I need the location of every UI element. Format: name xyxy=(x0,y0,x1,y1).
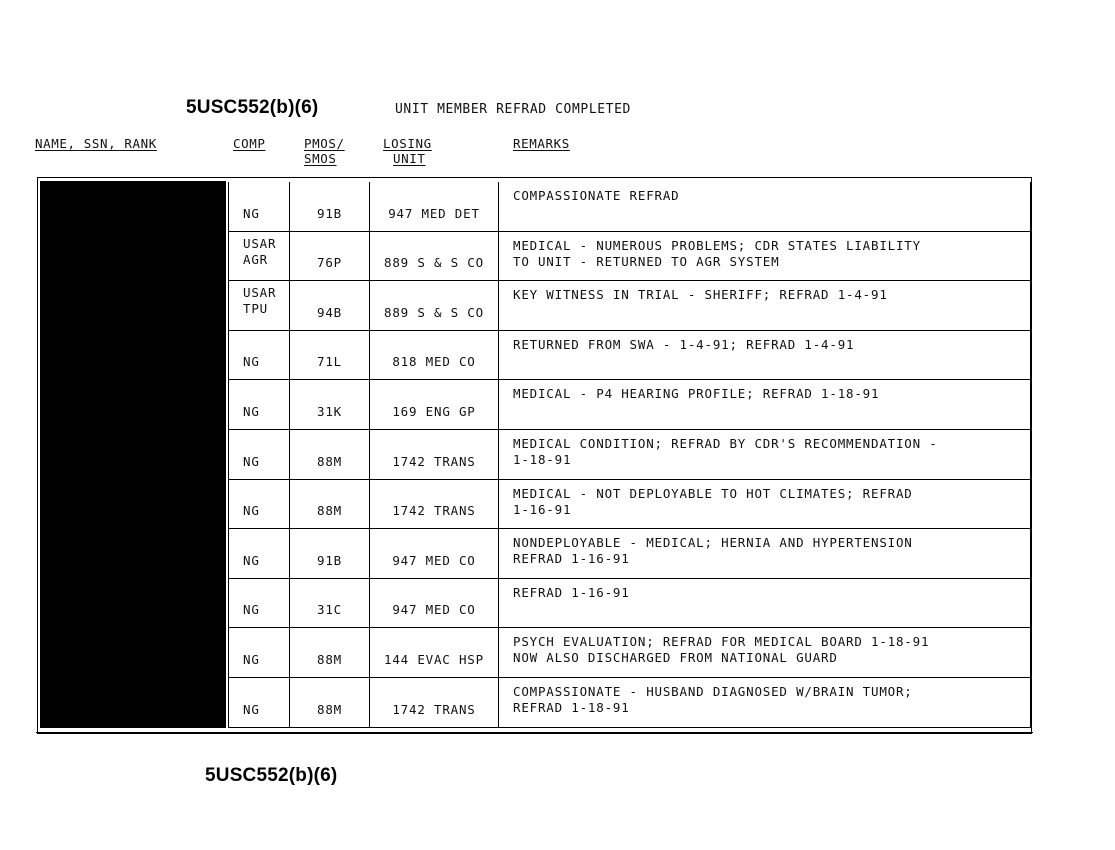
header-pmos-line2: SMOS xyxy=(304,151,337,166)
cell-comp xyxy=(228,430,289,479)
comp-line1: NG xyxy=(243,403,260,419)
comp-line2: TPU xyxy=(243,301,268,317)
comp-line1: NG xyxy=(243,205,260,221)
cell-comp xyxy=(228,628,289,677)
table-row xyxy=(228,579,1031,629)
cell-pmos: 88M xyxy=(289,430,369,479)
cell-pmos: 31K xyxy=(289,380,369,429)
cell-pmos: 94B xyxy=(289,281,369,330)
cell-pmos: 88M xyxy=(289,678,369,727)
cell-losing-unit: 144 EVAC HSP xyxy=(369,628,498,677)
comp-line1: USAR xyxy=(243,285,277,301)
cell-losing-unit: 1742 TRANS xyxy=(369,430,498,479)
table-row xyxy=(228,628,1031,678)
records-table-body xyxy=(228,182,1031,728)
cell-comp xyxy=(228,232,289,281)
cell-losing-unit: 818 MED CO xyxy=(369,331,498,380)
cell-losing-unit: 169 ENG GP xyxy=(369,380,498,429)
cell-remarks: NONDEPLOYABLE - MEDICAL; HERNIA AND HYPERTENSION REFRAD 1-16-91 xyxy=(498,529,1031,578)
header-pmos-line1: PMOS/ xyxy=(304,136,345,151)
table-row xyxy=(228,529,1031,579)
cell-remarks: PSYCH EVALUATION; REFRAD FOR MEDICAL BOARD 1-18-91 NOW ALSO DISCHARGED FROM NATIONAL GUARD xyxy=(498,628,1031,677)
cell-remarks: MEDICAL - NOT DEPLOYABLE TO HOT CLIMATES; REFRAD 1-16-91 xyxy=(498,480,1031,529)
comp-line1: NG xyxy=(243,602,260,618)
header-losing-unit xyxy=(383,136,432,166)
cell-remarks: MEDICAL - NUMEROUS PROBLEMS; CDR STATES LIABILITY TO UNIT - RETURNED TO AGR SYSTEM xyxy=(498,232,1031,281)
document-title: UNIT MEMBER REFRAD COMPLETED xyxy=(395,102,631,117)
cell-losing-unit: 947 MED DET xyxy=(369,182,498,231)
cell-comp xyxy=(228,331,289,380)
cell-comp xyxy=(228,529,289,578)
table-row xyxy=(228,678,1031,728)
cell-losing-unit: 889 S & S CO xyxy=(369,281,498,330)
comp-line1: NG xyxy=(243,354,260,370)
cell-comp xyxy=(228,380,289,429)
cell-remarks: MEDICAL CONDITION; REFRAD BY CDR'S RECOMMENDATION - 1-18-91 xyxy=(498,430,1031,479)
table-row xyxy=(228,182,1031,232)
header-remarks: REMARKS xyxy=(513,136,570,151)
cell-losing-unit: 947 MED CO xyxy=(369,529,498,578)
header-comp: COMP xyxy=(233,136,266,151)
redaction-stamp-top: 5USC552(b)(6) xyxy=(186,97,319,118)
header-name-ssn-rank: NAME, SSN, RANK xyxy=(35,136,157,151)
cell-losing-unit: 947 MED CO xyxy=(369,579,498,628)
cell-pmos: 31C xyxy=(289,579,369,628)
cell-remarks: REFRAD 1-16-91 xyxy=(498,579,1031,628)
comp-line1: NG xyxy=(243,651,260,667)
cell-pmos: 71L xyxy=(289,331,369,380)
redaction-stamp-bottom: 5USC552(b)(6) xyxy=(205,765,338,786)
header-unit-line2: UNIT xyxy=(393,151,426,166)
header-pmos-smos xyxy=(304,136,345,166)
table-row xyxy=(228,380,1031,430)
table-row xyxy=(228,232,1031,282)
comp-line1: NG xyxy=(243,552,260,568)
cell-remarks: COMPASSIONATE - HUSBAND DIAGNOSED W/BRAIN TUMOR; REFRAD 1-18-91 xyxy=(498,678,1031,727)
comp-line1: NG xyxy=(243,453,260,469)
cell-pmos: 91B xyxy=(289,529,369,578)
cell-comp xyxy=(228,281,289,330)
comp-line1: NG xyxy=(243,503,260,519)
redacted-name-column xyxy=(40,181,226,728)
comp-line1: NG xyxy=(243,701,260,717)
cell-losing-unit: 889 S & S CO xyxy=(369,232,498,281)
cell-comp xyxy=(228,579,289,628)
cell-comp xyxy=(228,678,289,727)
comp-line2: AGR xyxy=(243,251,268,267)
cell-remarks: MEDICAL - P4 HEARING PROFILE; REFRAD 1-18-91 xyxy=(498,380,1031,429)
cell-comp xyxy=(228,182,289,231)
cell-remarks: KEY WITNESS IN TRIAL - SHERIFF; REFRAD 1-4-91 xyxy=(498,281,1031,330)
header-unit-line1: LOSING xyxy=(383,136,432,151)
cell-remarks: COMPASSIONATE REFRAD xyxy=(498,182,1031,231)
table-row xyxy=(228,281,1031,331)
cell-comp xyxy=(228,480,289,529)
cell-remarks: RETURNED FROM SWA - 1-4-91; REFRAD 1-4-91 xyxy=(498,331,1031,380)
cell-losing-unit: 1742 TRANS xyxy=(369,480,498,529)
cell-pmos: 76P xyxy=(289,232,369,281)
comp-line1: USAR xyxy=(243,235,277,251)
cell-pmos: 88M xyxy=(289,628,369,677)
cell-losing-unit: 1742 TRANS xyxy=(369,678,498,727)
cell-pmos: 88M xyxy=(289,480,369,529)
table-row xyxy=(228,331,1031,381)
table-row xyxy=(228,430,1031,480)
table-row xyxy=(228,480,1031,530)
cell-pmos: 91B xyxy=(289,182,369,231)
